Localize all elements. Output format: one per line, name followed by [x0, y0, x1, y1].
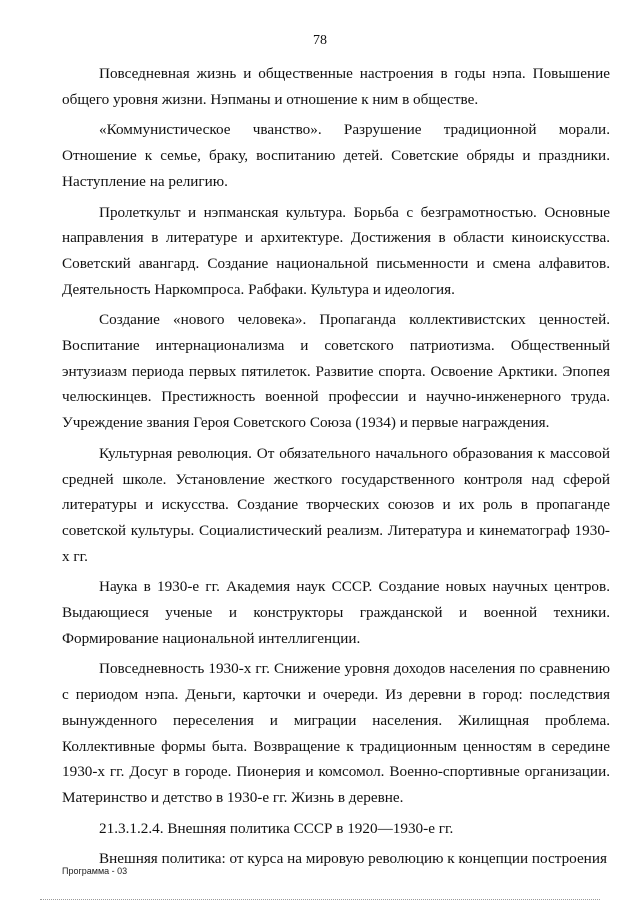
- footer-label: Программа - 03: [62, 866, 128, 876]
- paragraph-cultural-revolution: Культурная революция. От обязательного начального образования к массовой средней школе. Установление жесткого государственного контроля над сферой литературы и искусства. Создание творческих союзов и их роль в пропаганде советской культуры. Социалистический реализм. Литература и кинематограф 1930-х гг.: [62, 444, 610, 565]
- paragraph-proletkult: Пролеткульт и нэпманская культура. Борьба с безграмотностью. Основные направления в литературе и архитектуре. Достижения в области киноискусства. Советский авангард. Создание национальной письменности и смена алфавитов. Деятельность Наркомпроса. Рабфаки. Культура и идеология.: [62, 203, 610, 298]
- paragraph-nep-daily-life: Повседневная жизнь и общественные настроения в годы нэпа. Повышение общего уровня жизни. Нэпманы и отношение к ним в обществе.: [62, 65, 610, 108]
- paragraph-communist-swagger: «Коммунистическое чванство». Разрушение традиционной морали. Отношение к семье, браку, воспитанию детей. Советские обряды и праздники. Наступление на религию.: [62, 121, 610, 190]
- paragraph-everyday-1930s: Повседневность 1930-х гг. Снижение уровня доходов населения по сравнению с периодом нэпа. Деньги, карточки и очереди. Из деревни в город: последствия вынужденного переселения и миграции населения. Жилищная проблема. Коллективные формы быта. Возвращение к традиционным ценностям в середине 1930-х гг. Досуг в городе. Пионерия и комсомол. Военно-спортивные организации. Материнство и детство в 1930-е гг. Жизнь в деревне.: [62, 660, 610, 806]
- paragraph-new-man: Создание «нового человека». Пропаганда коллективистских ценностей. Воспитание интернационализма и советского патриотизма. Общественный энтузиазм периода первых пятилеток. Развитие спорта. Освоение Арктики. Эпопея челюскинцев. Престижность военной профессии и научно-инженерного труда. Учреждение звания Героя Советского Союза (1934) и первые награждения.: [62, 311, 610, 432]
- body-text: [62, 61, 610, 872]
- section-heading-foreign-policy: 21.3.1.2.4. Внешняя политика СССР в 1920—1930-е гг.: [99, 819, 454, 837]
- page-number: 78: [313, 33, 327, 48]
- paragraph-foreign-policy: Внешняя политика: от курса на мировую революцию к концепции построения: [99, 850, 607, 868]
- paragraph-science-1930s: Наука в 1930-е гг. Академия наук СССР. Создание новых научных центров. Выдающиеся ученые и конструкторы гражданской и военной техники. Формирование национальной интеллигенции.: [62, 578, 610, 647]
- scan-edge-divider: [40, 899, 600, 900]
